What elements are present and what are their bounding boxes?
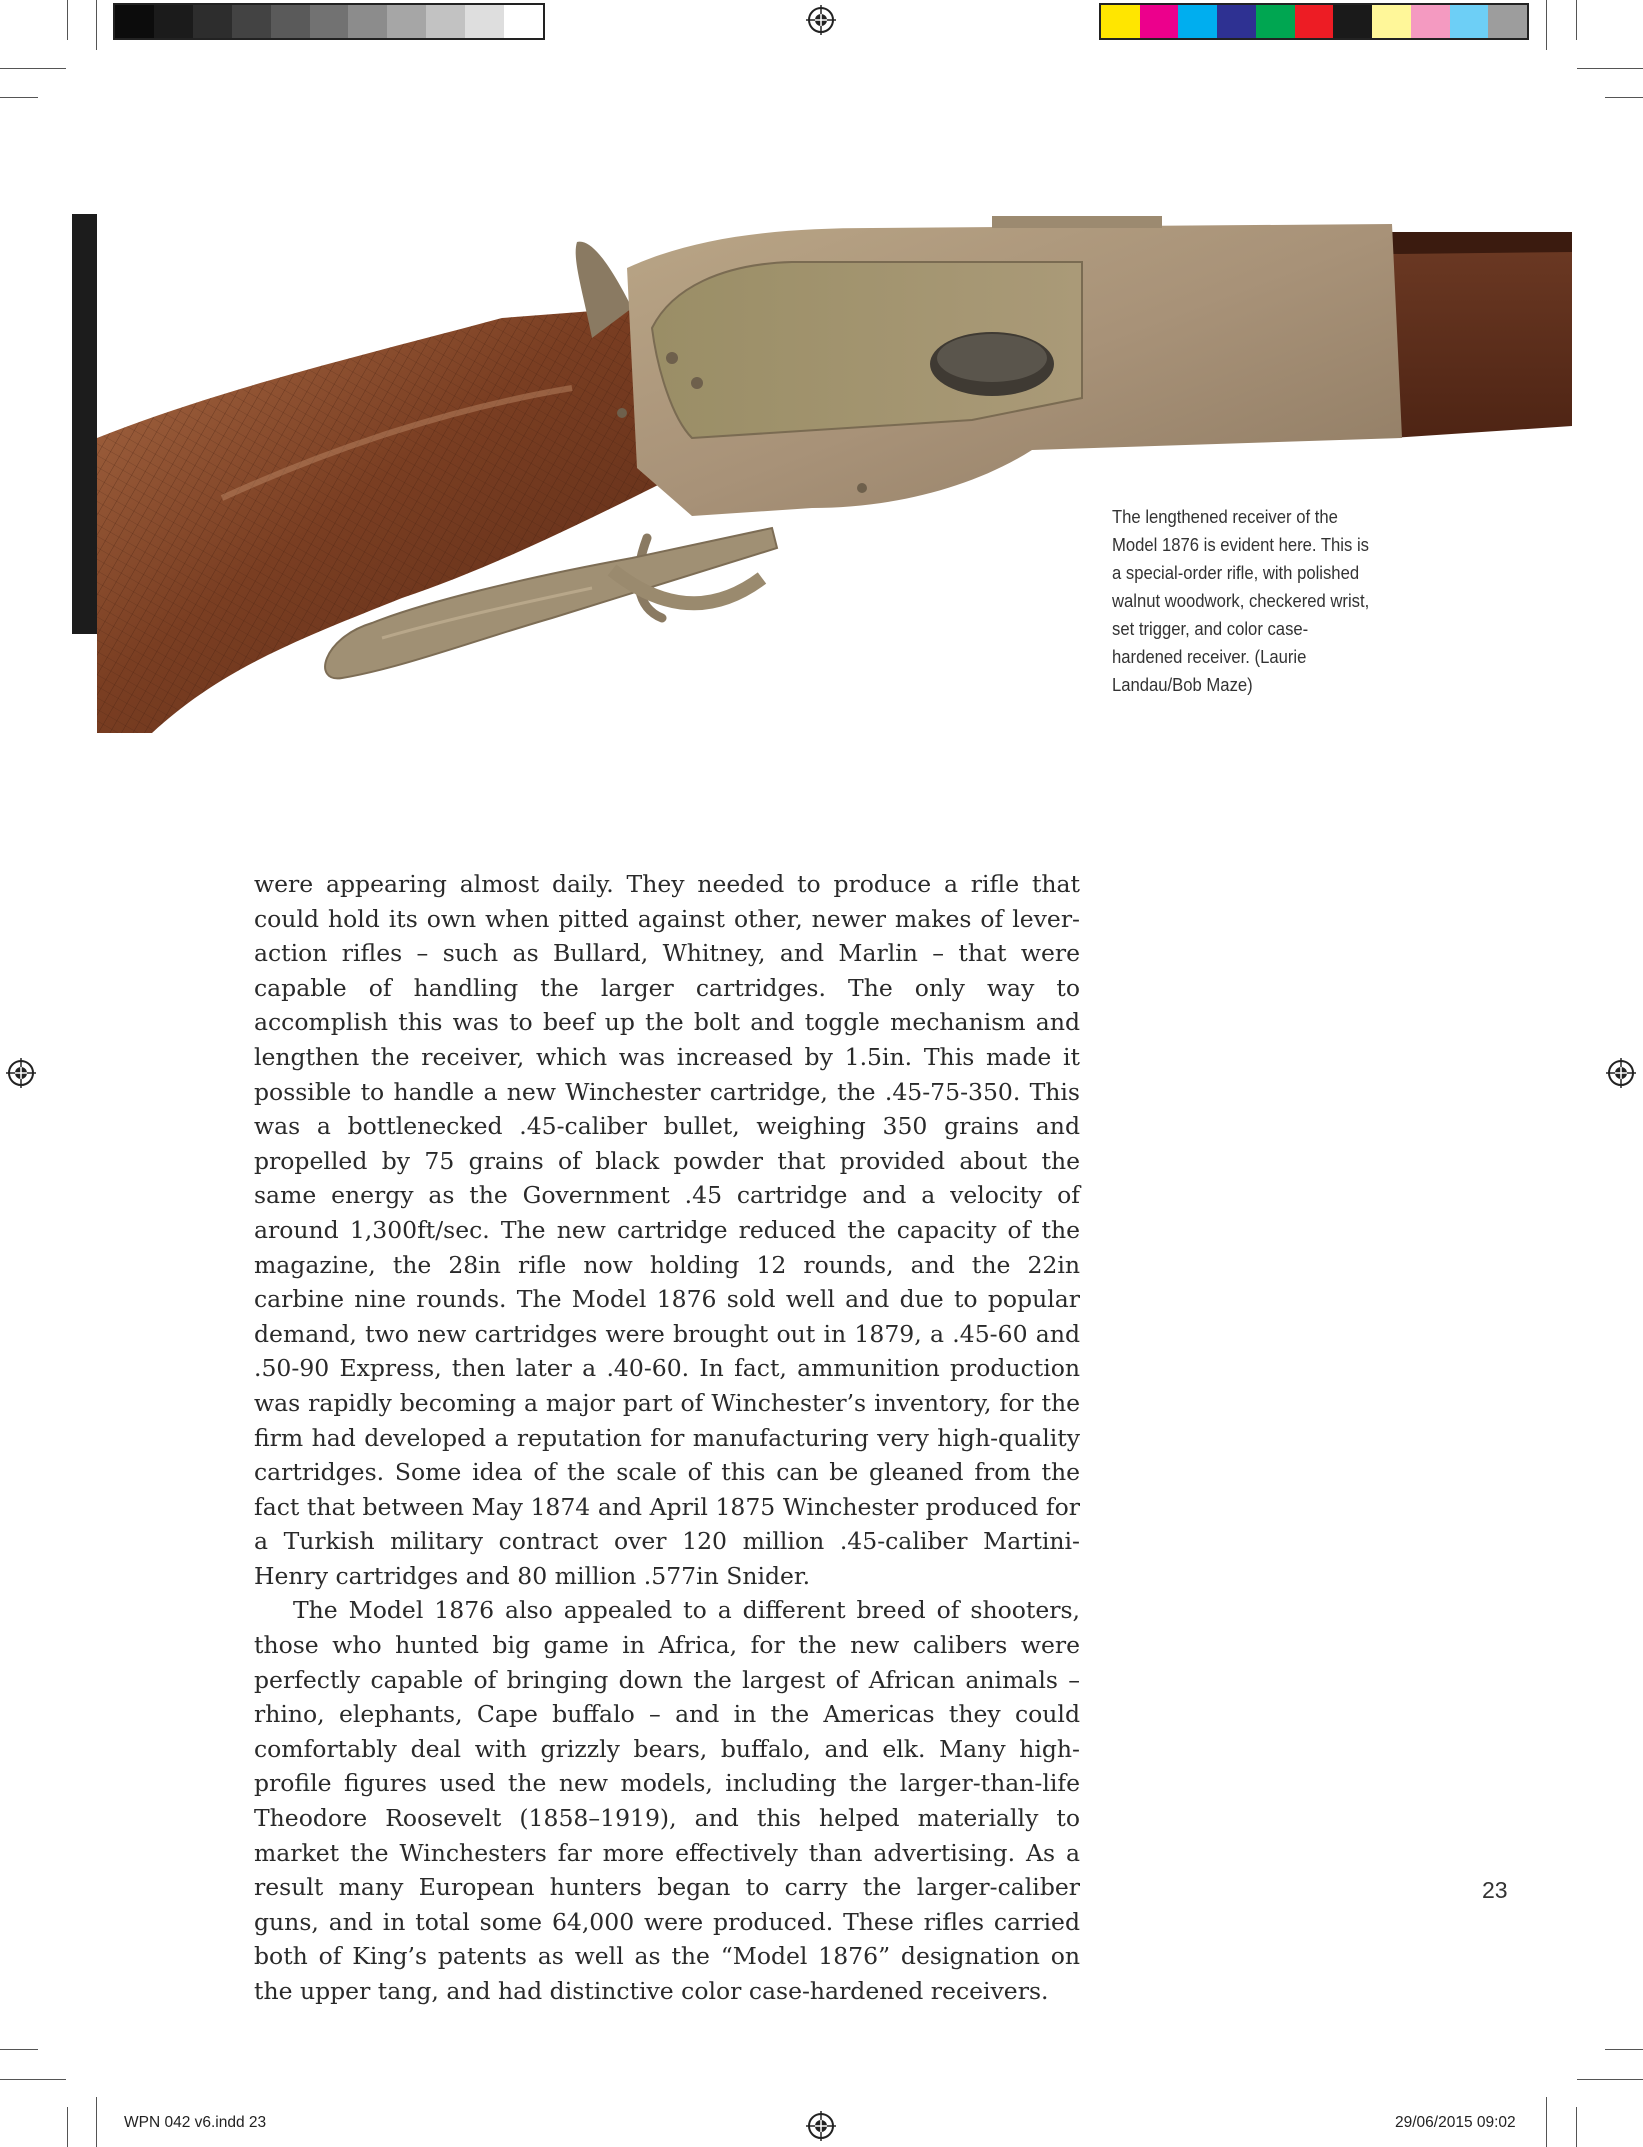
crop-mark <box>0 68 66 69</box>
crop-mark <box>0 2049 38 2050</box>
registration-mark-icon <box>806 2111 836 2141</box>
crop-mark <box>1577 2079 1643 2080</box>
registration-mark-icon <box>806 5 836 35</box>
color-swatch <box>232 5 271 38</box>
registration-mark-icon <box>1606 1058 1636 1088</box>
crop-mark <box>1576 2107 1577 2147</box>
color-swatch <box>1333 5 1372 38</box>
crop-mark <box>1576 0 1577 40</box>
color-swatch <box>426 5 465 38</box>
color-swatch <box>465 5 504 38</box>
color-swatch <box>115 5 154 38</box>
color-swatch <box>348 5 387 38</box>
color-swatch <box>154 5 193 38</box>
color-swatch <box>193 5 232 38</box>
slug-file-info: WPN 042 v6.indd 23 <box>124 2114 267 2131</box>
color-swatch <box>271 5 310 38</box>
process-color-bar <box>1099 3 1529 40</box>
color-swatch <box>1140 5 1179 38</box>
color-swatch <box>504 5 543 38</box>
crop-mark <box>0 2079 66 2080</box>
page-number: 23 <box>1482 1877 1508 1903</box>
color-swatch <box>1450 5 1489 38</box>
crop-mark <box>67 0 68 40</box>
body-text <box>254 867 1080 2009</box>
color-swatch <box>387 5 426 38</box>
crop-mark <box>67 2107 68 2147</box>
crop-mark <box>1546 2097 1547 2147</box>
crop-mark <box>96 2097 97 2147</box>
color-swatch <box>1178 5 1217 38</box>
crop-mark <box>1605 2049 1643 2050</box>
registration-mark-icon <box>6 1058 36 1088</box>
grayscale-color-bar <box>113 3 545 40</box>
crop-mark <box>1605 97 1643 98</box>
crop-mark <box>1546 0 1547 50</box>
crop-mark <box>1577 68 1643 69</box>
color-swatch <box>1101 5 1140 38</box>
slug-timestamp: 29/06/2015 09:02 <box>1395 2114 1516 2131</box>
color-swatch <box>1256 5 1295 38</box>
color-swatch <box>1295 5 1334 38</box>
body-paragraph: The Model 1876 also appealed to a different breed of shooters, those who hunted big game in Africa, for the new calibers were perfectly capable of bringing down the largest of African animals – rhino, elephants, Cape buffalo – and in the Americas they could comfortably deal with grizzly bears, buffalo, and elk. Many high-profile figures used the new models, including the larger-than-life Theodore Roosevelt (1858–1919), and this helped materially to market the Winchesters far more effectively than advertising. As a result many European hunters began to carry the larger-caliber guns, and in total some 64,000 were produced. These rifles carried both of King’s patents as well as the “Model 1876” designation on the upper tang, and had distinctive color case-hardened receivers. <box>254 1596 1080 2005</box>
color-swatch <box>310 5 349 38</box>
figure-caption: The lengthened receiver of the Model 1876 is evident here. This is a special-order rifle, with polished walnut woodwork, checkered wrist, set trigger, and color case-hardened receiver. (Laurie Landau/Bob Maze) <box>1112 506 1370 695</box>
color-swatch <box>1372 5 1411 38</box>
crop-mark <box>0 97 38 98</box>
body-paragraph: were appearing almost daily. They needed to produce a rifle that could hold its own when pitted against other, newer makes of lever-action rifles – such as Bullard, Whitney, and Marlin – that were capable of handling the larger cartridges. The only way to accomplish this was to beef up the bolt and toggle mechanism and lengthen the receiver, which was increased by 1.5in. This made it possible to handle a new Winchester cartridge, the .45-75-350. This was a bottlenecked .45-caliber bullet, weighing 350 grains and propelled by 75 grains of black powder that provided about the same energy as the Government .45 cartridge and a velocity of around 1,300ft/sec. The new cartridge reduced the capacity of the magazine, the 28in rifle now holding 12 rounds, and the 22in carbine nine rounds. The Model 1876 sold well and due to popular demand, two new cartridges were brought out in 1879, a .45-60 and .50-90 Express, then later a .40-60. In fact, ammunition production was rapidly becoming a major part of Winchester’s inventory, for the firm had developed a reputation for manufacturing very high-quality cartridges. Some idea of the scale of this can be gleaned from the fact that between May 1874 and April 1875 Winchester produced for a Turkish military contract over 120 million .45-caliber Martini-Henry cartridges and 80 million .577in Snider. <box>254 870 1080 1590</box>
color-swatch <box>1411 5 1450 38</box>
crop-mark <box>96 0 97 50</box>
color-swatch <box>1488 5 1527 38</box>
color-swatch <box>1217 5 1256 38</box>
